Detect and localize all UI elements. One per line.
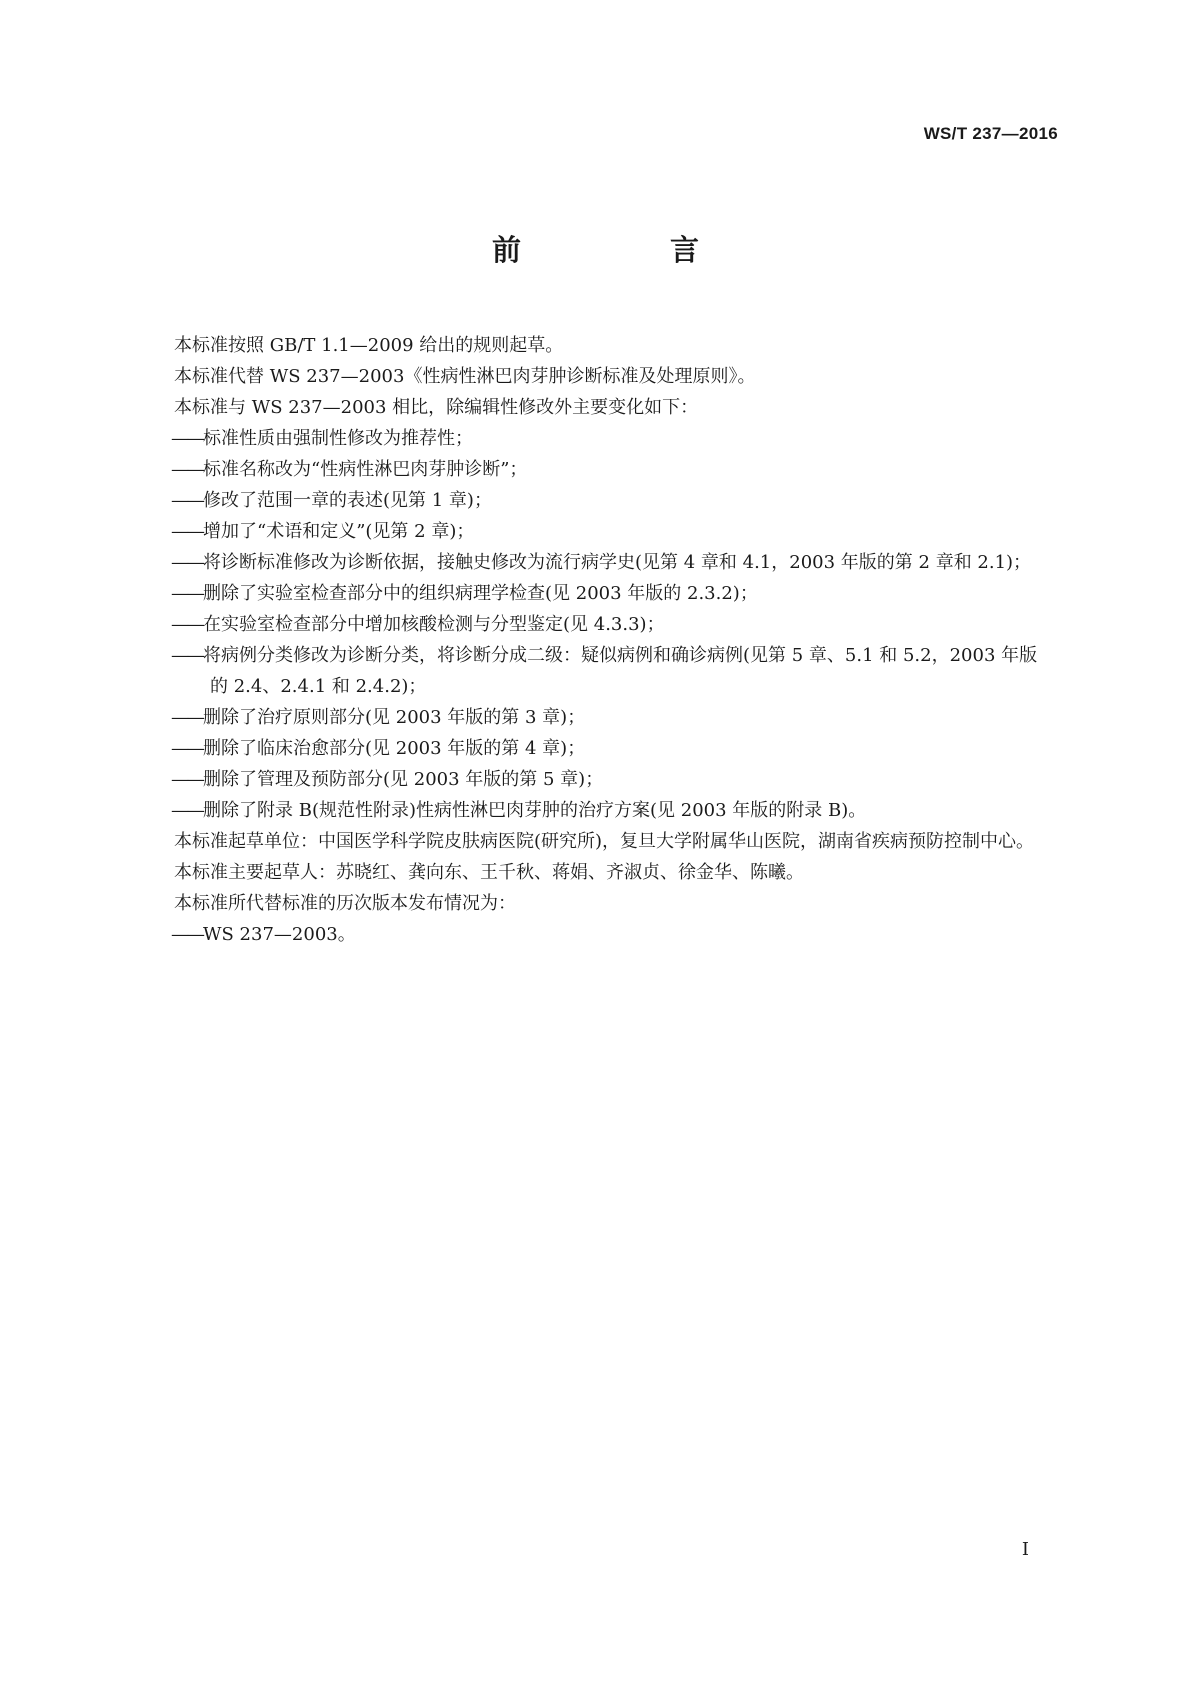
- list-item: [135, 764, 1055, 795]
- paragraph-history-intro: 本标准所代替标准的历次版本发布情况为：: [174, 893, 516, 914]
- page-number: I: [1021, 1539, 1029, 1560]
- dash-marker: ——: [171, 769, 203, 790]
- history-list: [135, 919, 1055, 950]
- list-item-text: 标准名称改为“性病性淋巴肉芽肿诊断”；: [203, 459, 528, 480]
- dash-marker: ——: [171, 645, 203, 666]
- list-item: [135, 640, 1055, 702]
- list-item: [135, 733, 1055, 764]
- paragraph-replaces: 本标准代替 WS 237—2003《性病性淋巴肉芽肿诊断标准及处理原则》。: [174, 366, 756, 387]
- paragraph-changes-intro: 本标准与 WS 237—2003 相比，除编辑性修改外主要变化如下：: [174, 397, 699, 418]
- dash-marker: ——: [171, 552, 203, 573]
- list-item: [135, 795, 1055, 826]
- list-item-text: 删除了临床治愈部分(见 2003 年版的第 4 章)；: [203, 738, 586, 759]
- page-title: 前 言: [491, 233, 759, 267]
- dash-marker: ——: [171, 614, 203, 635]
- list-item-text: 删除了附录 B(规范性附录)性病性淋巴肉芽肿的治疗方案(见 2003 年版的附录 B)。: [203, 800, 867, 821]
- list-item-text: 在实验室检查部分中增加核酸检测与分型鉴定(见 4.3.3)；: [203, 614, 665, 635]
- list-item-text: 增加了“术语和定义”(见第 2 章)；: [203, 521, 475, 542]
- dash-marker: ——: [171, 707, 203, 728]
- paragraph-drafting-rules: 本标准按照 GB/T 1.1—2009 给出的规则起草。: [174, 335, 564, 356]
- dash-marker: ——: [171, 800, 203, 821]
- list-item: [135, 454, 1055, 485]
- list-item: [135, 919, 1055, 950]
- list-item-text: 删除了实验室检查部分中的组织病理学检查(见 2003 年版的 2.3.2)；: [203, 583, 758, 604]
- dash-marker: ——: [171, 428, 203, 449]
- dash-marker: ——: [171, 490, 203, 511]
- paragraph-drafters: 本标准主要起草人：苏晓红、龚向东、王千秋、蒋娟、齐淑贞、徐金华、陈曦。: [174, 862, 804, 883]
- changes-list: [135, 423, 1055, 826]
- dash-marker: ——: [171, 738, 203, 759]
- list-item-text: 删除了治疗原则部分(见 2003 年版的第 3 章)；: [203, 707, 586, 728]
- list-item: [135, 578, 1055, 609]
- dash-marker: ——: [171, 521, 203, 542]
- list-item-text: 将诊断标准修改为诊断依据，接触史修改为流行病学史(见第 4 章和 4.1，2003 年版的第 2 章和 2.1)；: [203, 552, 1032, 573]
- dash-marker: ——: [171, 583, 203, 604]
- list-item: [135, 547, 1055, 578]
- list-item: [135, 609, 1055, 640]
- dash-marker: ——: [171, 924, 203, 945]
- list-item-text: WS 237—2003。: [203, 924, 356, 945]
- list-item: [135, 702, 1055, 733]
- list-item-text: 标准性质由强制性修改为推荐性；: [203, 428, 473, 449]
- list-item-text: 将病例分类修改为诊断分类，将诊断分成二级：疑似病例和确诊病例(见第 5 章、5.1 和 5.2，2003 年版的 2.4、2.4.1 和 2.4.2)；: [203, 645, 1038, 697]
- paragraph-drafting-units: 本标准起草单位：中国医学科学院皮肤病医院(研究所)，复旦大学附属华山医院，湖南省疾病预防控制中心。: [174, 831, 1035, 852]
- list-item: [135, 423, 1055, 454]
- foreword-body: [135, 330, 1055, 950]
- dash-marker: ——: [171, 459, 203, 480]
- list-item: [135, 516, 1055, 547]
- list-item: [135, 485, 1055, 516]
- standard-code: WS/T 237—2016: [923, 124, 1058, 143]
- list-item-text: 删除了管理及预防部分(见 2003 年版的第 5 章)；: [203, 769, 604, 790]
- list-item-text: 修改了范围一章的表述(见第 1 章)；: [203, 490, 492, 511]
